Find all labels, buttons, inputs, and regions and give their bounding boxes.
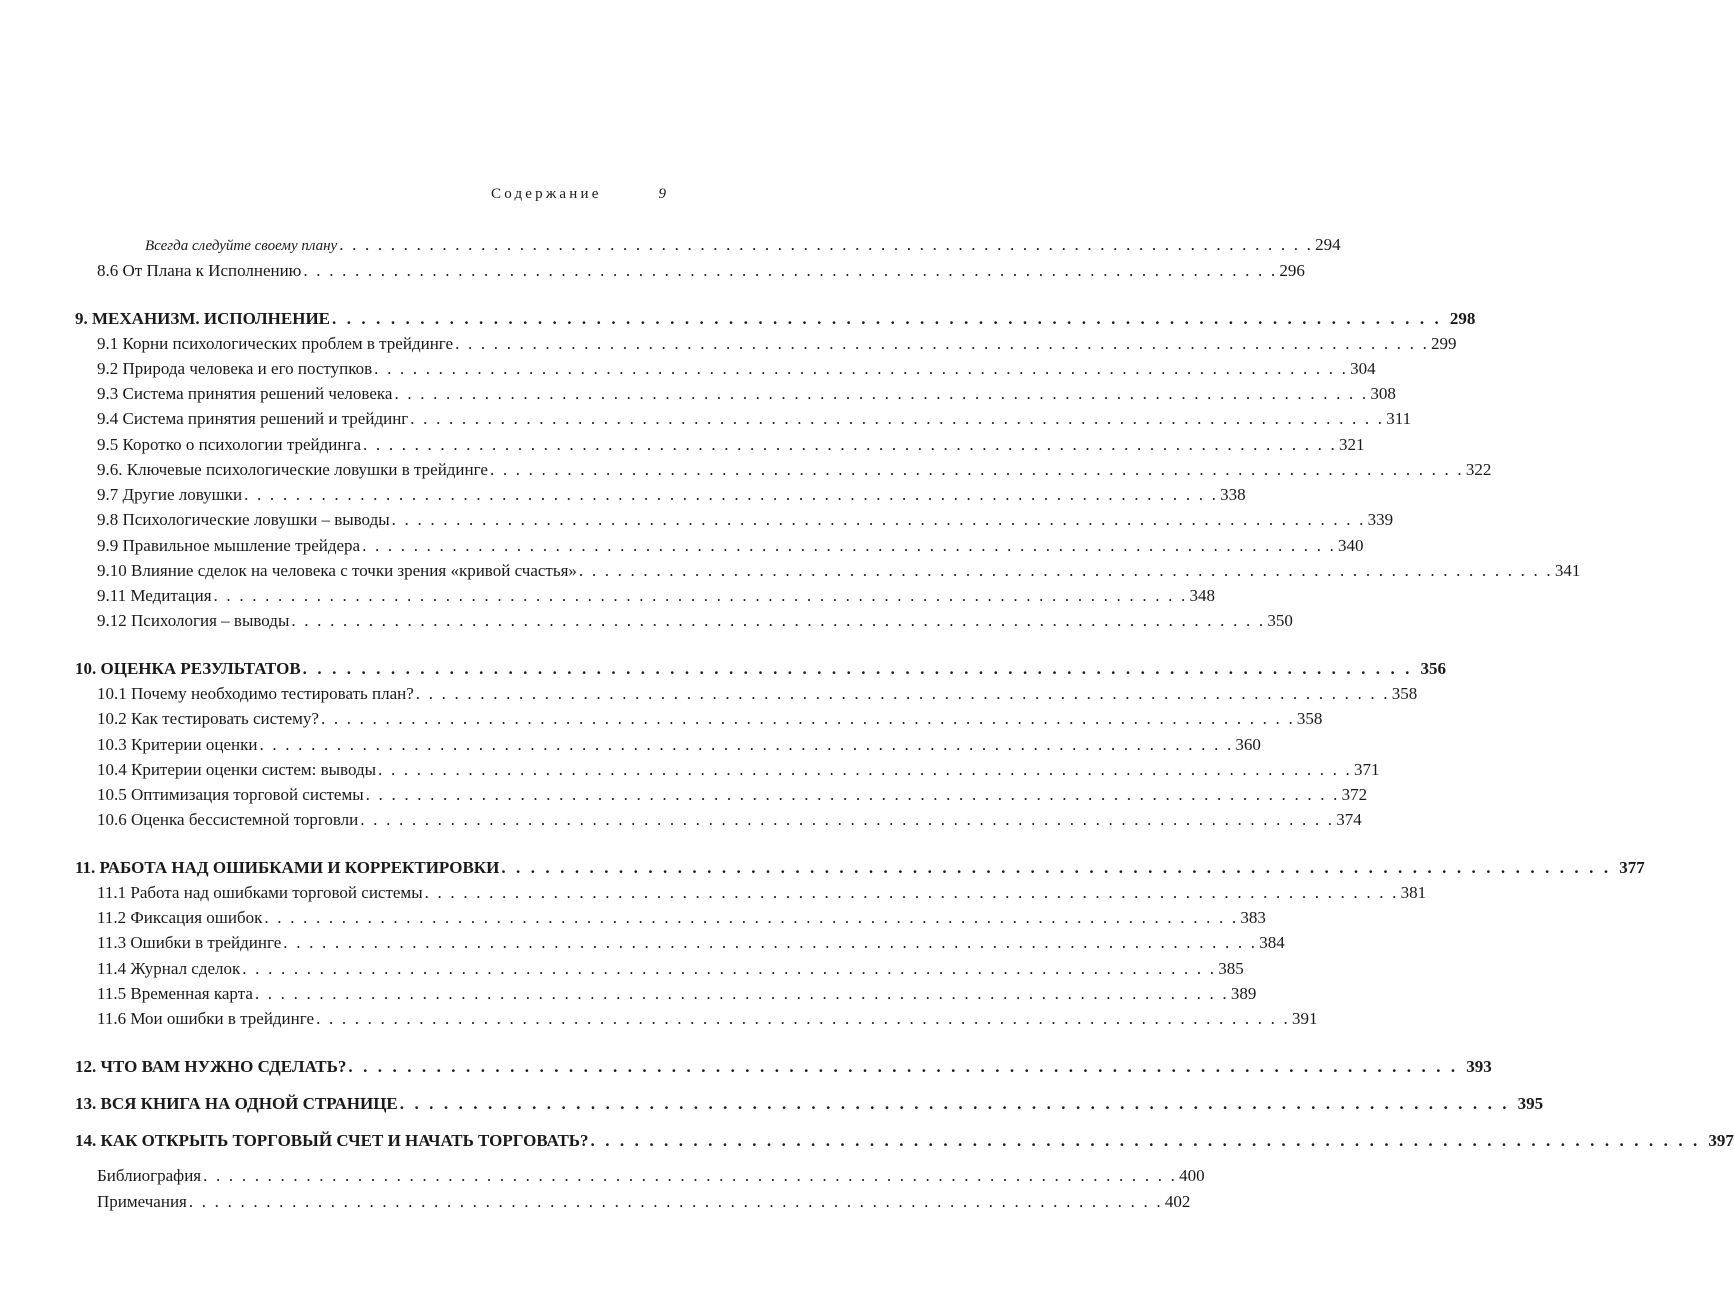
running-header-page-number: 9 [658, 186, 666, 202]
toc-chapter-title: 10. ОЦЕНКА РЕЗУЛЬТАТОВ [75, 659, 301, 678]
dot-leader: . . . . . . . . . . . . . . . . . . . . . . . . . . . . . . . . . . . . . . . . . . . . . . . . . . . . . . . . . . . . . . . . . . . . . . . . . . . . [188, 1192, 1163, 1211]
toc-entry-title: 9.3 Система принятия решений человека [97, 384, 393, 403]
toc-chapter-page: 356 [1420, 659, 1447, 678]
dot-leader: . . . . . . . . . . . . . . . . . . . . . . . . . . . . . . . . . . . . . . . . . . . . . . . . . . . . . . . . . . . . . . . . . . . . . . . . . . . . [590, 1131, 1701, 1150]
toc-entry[interactable] [97, 407, 1412, 431]
dot-leader: . . . . . . . . . . . . . . . . . . . . . . . . . . . . . . . . . . . . . . . . . . . . . . . . . . . . . . . . . . . . . . . . . . . . . . . . . . . . [203, 1166, 1178, 1185]
toc-entry[interactable] [97, 584, 1215, 608]
toc-entry-title: 11.4 Журнал сделок [97, 959, 241, 978]
dot-leader: . . . . . . . . . . . . . . . . . . . . . . . . . . . . . . . . . . . . . . . . . . . . . . . . . . . . . . . . . . . . . . . . . . . . . . . . . . . . [291, 611, 1266, 630]
toc-chapter-page: 397 [1708, 1131, 1734, 1150]
toc-entry[interactable] [97, 783, 1368, 807]
toc-chapter-title: 14. КАК ОТКРЫТЬ ТОРГОВЫЙ СЧЕТ И НАЧАТЬ ТОРГОВАТЬ? [75, 1131, 589, 1150]
toc-entry-title: 10.5 Оптимизация торговой системы [97, 785, 364, 804]
dot-leader: . . . . . . . . . . . . . . . . . . . . . . . . . . . . . . . . . . . . . . . . . . . . . . . . . . . . . . . . . . . . . . . . . . . . . . . . . . . . [391, 510, 1366, 529]
toc-entry[interactable] [145, 233, 1341, 257]
toc-entry-page: 322 [1465, 460, 1492, 479]
toc-entry-page: 304 [1350, 359, 1376, 378]
toc-chapter-title: 9. МЕХАНИЗМ. ИСПОЛНЕНИЕ [75, 309, 331, 328]
toc-entry[interactable] [97, 534, 1364, 558]
toc-entry-page: 340 [1338, 536, 1364, 555]
dot-leader: . . . . . . . . . . . . . . . . . . . . . . . . . . . . . . . . . . . . . . . . . . . . . . . . . . . . . . . . . . . . . . . . . . . . . . . . . . . . [501, 858, 1612, 877]
toc-chapter[interactable] [75, 1092, 1544, 1116]
toc-chapter[interactable] [75, 856, 1645, 880]
toc-entry-title: 9.6. Ключевые психологические ловушки в трейдинге [97, 460, 488, 479]
toc-entry[interactable] [97, 332, 1457, 356]
dot-leader: . . . . . . . . . . . . . . . . . . . . . . . . . . . . . . . . . . . . . . . . . . . . . . . . . . . . . . . . . . . . . . . . . . . . . . . . . . . . [378, 760, 1352, 779]
dot-leader: . . . . . . . . . . . . . . . . . . . . . . . . . . . . . . . . . . . . . . . . . . . . . . . . . . . . . . . . . . . . . . . . . . . . . . . . . . . . [254, 984, 1229, 1003]
toc-entry-title: 9.4 Система принятия решений и трейдинг [97, 409, 409, 428]
dot-leader: . . . . . . . . . . . . . . . . . . . . . . . . . . . . . . . . . . . . . . . . . . . . . . . . . . . . . . . . . . . . . . . . . . . . . . . . . . . . [399, 1094, 1510, 1113]
running-header-title: Содержание [491, 186, 602, 202]
toc-entry-title: 9.10 Влияние сделок на человека с точки зрения «кривой счастья» [97, 561, 577, 580]
toc-entry-page: 389 [1230, 984, 1257, 1003]
toc-entry-page: 402 [1164, 1192, 1191, 1211]
toc-entry[interactable] [97, 357, 1376, 381]
toc-entry[interactable] [97, 259, 1305, 283]
dot-leader: . . . . . . . . . . . . . . . . . . . . . . . . . . . . . . . . . . . . . . . . . . . . . . . . . . . . . . . . . . . . . . . . . . . . . . . . . . . . [316, 1009, 1291, 1028]
toc-entry-page: 341 [1554, 561, 1581, 580]
toc-entry-title: 9.2 Природа человека и его поступков [97, 359, 373, 378]
toc-entry[interactable] [97, 906, 1266, 930]
toc-entry[interactable] [97, 733, 1261, 757]
toc-entry-page: 385 [1218, 959, 1244, 978]
toc-entry[interactable] [97, 483, 1246, 507]
dot-leader: . . . . . . . . . . . . . . . . . . . . . . . . . . . . . . . . . . . . . . . . . . . . . . . . . . . . . . . . . . . . . . . . . . . . . . . . . . . . [332, 309, 1442, 328]
dot-leader: . . . . . . . . . . . . . . . . . . . . . . . . . . . . . . . . . . . . . . . . . . . . . . . . . . . . . . . . . . . . . . . . . . . . . . . . . . . . [374, 359, 1349, 378]
toc-entry-page: 321 [1338, 435, 1365, 454]
toc-entry-page: 360 [1235, 735, 1261, 754]
toc-chapter-page: 395 [1517, 1094, 1544, 1113]
toc-chapter-title: 11. РАБОТА НАД ОШИБКАМИ И КОРРЕКТИРОВКИ [75, 858, 500, 877]
toc-entry[interactable] [97, 609, 1293, 633]
dot-leader: . . . . . . . . . . . . . . . . . . . . . . . . . . . . . . . . . . . . . . . . . . . . . . . . . . . . . . . . . . . . . . . . . . . . . . . . . . . . [242, 959, 1217, 978]
toc-entry-page: 391 [1292, 1009, 1318, 1028]
dot-leader: . . . . . . . . . . . . . . . . . . . . . . . . . . . . . . . . . . . . . . . . . . . . . . . . . . . . . . . . . . . . . . . . . . . . . . . . . . . . [244, 485, 1219, 504]
toc-entry-page: 296 [1279, 261, 1305, 280]
toc-entry-title: 11.1 Работа над ошибками торговой системы [97, 883, 423, 902]
dot-leader: . . . . . . . . . . . . . . . . . . . . . . . . . . . . . . . . . . . . . . . . . . . . . . . . . . . . . . . . . . . . . . . . . . . . . . . . . . . . [302, 659, 1413, 678]
toc-entry[interactable] [97, 433, 1365, 457]
toc-entry-title: 8.6 От Плана к Исполнению [97, 261, 302, 280]
dot-leader: . . . . . . . . . . . . . . . . . . . . . . . . . . . . . . . . . . . . . . . . . . . . . . . . . . . . . . . . . . . . . . . . . . . . . . . . . . . . [360, 810, 1335, 829]
toc-entry-page: 339 [1367, 510, 1394, 529]
toc-entry-title: 9.8 Психологические ловушки – выводы [97, 510, 390, 529]
toc-entry-title: 9.7 Другие ловушки [97, 485, 243, 504]
dot-leader: . . . . . . . . . . . . . . . . . . . . . . . . . . . . . . . . . . . . . . . . . . . . . . . . . . . . . . . . . . . . . . . . . . . . . . . . . . . . [348, 1057, 1459, 1076]
toc-entry-page: 383 [1240, 908, 1266, 927]
toc-entry-page: 338 [1220, 485, 1246, 504]
toc-chapter[interactable] [75, 307, 1476, 331]
toc-entry[interactable] [97, 1007, 1318, 1031]
toc-entry[interactable] [97, 1164, 1205, 1188]
toc-entry[interactable] [97, 559, 1581, 583]
dot-leader: . . . . . . . . . . . . . . . . . . . . . . . . . . . . . . . . . . . . . . . . . . . . . . . . . . . . . . . . . . . . . . . . . . . . . . . . . . . . [303, 261, 1278, 280]
toc-entry[interactable] [97, 881, 1427, 905]
dot-leader: . . . . . . . . . . . . . . . . . . . . . . . . . . . . . . . . . . . . . . . . . . . . . . . . . . . . . . . . . . . . . . . . . . . . . . . . . . . . [213, 586, 1188, 605]
toc-entry-title: 10.1 Почему необходимо тестировать план? [97, 684, 414, 703]
toc-chapter-page: 298 [1449, 309, 1476, 328]
toc-entry[interactable] [97, 707, 1323, 731]
toc-entry-page: 400 [1179, 1166, 1205, 1185]
toc-chapter-title: 13. ВСЯ КНИГА НА ОДНОЙ СТРАНИЦЕ [75, 1094, 398, 1113]
toc-entry-title: Библиография [97, 1166, 202, 1185]
toc-entry-page: 299 [1431, 334, 1457, 353]
toc-entry[interactable] [97, 758, 1380, 782]
toc-entry-title: 11.3 Ошибки в трейдинге [97, 933, 282, 952]
toc-entry-page: 384 [1259, 933, 1285, 952]
toc-entry-page: 381 [1400, 883, 1427, 902]
toc-entry-title: 11.6 Мои ошибки в трейдинге [97, 1009, 315, 1028]
toc-entry[interactable] [97, 508, 1394, 532]
dot-leader: . . . . . . . . . . . . . . . . . . . . . . . . . . . . . . . . . . . . . . . . . . . . . . . . . . . . . . . . . . . . . . . . . . . . . . . . . . . . [489, 460, 1464, 479]
dot-leader: . . . . . . . . . . . . . . . . . . . . . . . . . . . . . . . . . . . . . . . . . . . . . . . . . . . . . . . . . . . . . . . . . . . . . . . . . . . . [365, 785, 1340, 804]
toc-entry-page: 374 [1336, 810, 1362, 829]
dot-leader: . . . . . . . . . . . . . . . . . . . . . . . . . . . . . . . . . . . . . . . . . . . . . . . . . . . . . . . . . . . . . . . . . . . . . . . . . . . . [339, 235, 1314, 254]
toc-entry-title: 10.4 Критерии оценки систем: выводы [97, 760, 377, 779]
toc-chapter[interactable] [75, 1055, 1492, 1079]
toc-entry-title: 10.3 Критерии оценки [97, 735, 258, 754]
toc-entry-page: 358 [1391, 684, 1418, 703]
toc-entry-page: 372 [1341, 785, 1368, 804]
toc-chapter[interactable] [75, 1129, 1734, 1153]
dot-leader: . . . . . . . . . . . . . . . . . . . . . . . . . . . . . . . . . . . . . . . . . . . . . . . . . . . . . . . . . . . . . . . . . . . . . . . . . . . . [362, 536, 1337, 555]
toc-chapter-title: 12. ЧТО ВАМ НУЖНО СДЕЛАТЬ? [75, 1057, 347, 1076]
toc-entry-page: 294 [1315, 235, 1341, 254]
toc-entry-title: 9.5 Коротко о психологии трейдинга [97, 435, 362, 454]
toc-entry-title: 10.6 Оценка бессистемной торговли [97, 810, 359, 829]
toc-entry[interactable] [97, 382, 1396, 406]
dot-leader: . . . . . . . . . . . . . . . . . . . . . . . . . . . . . . . . . . . . . . . . . . . . . . . . . . . . . . . . . . . . . . . . . . . . . . . . . . . . [415, 684, 1390, 703]
toc-entry-title: 11.5 Временная карта [97, 984, 253, 1003]
toc-entry-title: 9.12 Психология – выводы [97, 611, 290, 630]
toc-entry[interactable] [97, 1190, 1191, 1214]
toc-entry-title: 9.11 Медитация [97, 586, 212, 605]
dot-leader: . . . . . . . . . . . . . . . . . . . . . . . . . . . . . . . . . . . . . . . . . . . . . . . . . . . . . . . . . . . . . . . . . . . . . . . . . . . . [394, 384, 1369, 403]
toc-entry[interactable] [97, 982, 1257, 1006]
toc-entry-page: 348 [1189, 586, 1215, 605]
toc-entry[interactable] [97, 458, 1492, 482]
dot-leader: . . . . . . . . . . . . . . . . . . . . . . . . . . . . . . . . . . . . . . . . . . . . . . . . . . . . . . . . . . . . . . . . . . . . . . . . . . . . [578, 561, 1553, 580]
toc-entry-title: Всегда следуйте своему плану [145, 238, 338, 254]
dot-leader: . . . . . . . . . . . . . . . . . . . . . . . . . . . . . . . . . . . . . . . . . . . . . . . . . . . . . . . . . . . . . . . . . . . . . . . . . . . . [283, 933, 1258, 952]
dot-leader: . . . . . . . . . . . . . . . . . . . . . . . . . . . . . . . . . . . . . . . . . . . . . . . . . . . . . . . . . . . . . . . . . . . . . . . . . . . . [410, 409, 1385, 428]
toc-entry-page: 308 [1370, 384, 1396, 403]
toc-entry-title: 10.2 Как тестировать систему? [97, 709, 319, 728]
toc-entry-title: 9.1 Корни психологических проблем в трейдинге [97, 334, 454, 353]
toc-entry[interactable] [97, 682, 1418, 706]
dot-leader: . . . . . . . . . . . . . . . . . . . . . . . . . . . . . . . . . . . . . . . . . . . . . . . . . . . . . . . . . . . . . . . . . . . . . . . . . . . . [264, 908, 1239, 927]
toc-entry[interactable] [97, 808, 1362, 832]
dot-leader: . . . . . . . . . . . . . . . . . . . . . . . . . . . . . . . . . . . . . . . . . . . . . . . . . . . . . . . . . . . . . . . . . . . . . . . . . . . . [455, 334, 1430, 353]
dot-leader: . . . . . . . . . . . . . . . . . . . . . . . . . . . . . . . . . . . . . . . . . . . . . . . . . . . . . . . . . . . . . . . . . . . . . . . . . . . . [363, 435, 1337, 454]
toc-entry-page: 358 [1296, 709, 1323, 728]
toc-entry[interactable] [97, 931, 1285, 955]
toc-entry-title: 9.9 Правильное мышление трейдера [97, 536, 361, 555]
toc-entry-title: Примечания [97, 1192, 187, 1211]
toc-chapter[interactable] [75, 657, 1447, 681]
toc-chapter-page: 393 [1466, 1057, 1492, 1076]
toc-entry[interactable] [97, 957, 1244, 981]
dot-leader: . . . . . . . . . . . . . . . . . . . . . . . . . . . . . . . . . . . . . . . . . . . . . . . . . . . . . . . . . . . . . . . . . . . . . . . . . . . . [424, 883, 1399, 902]
dot-leader: . . . . . . . . . . . . . . . . . . . . . . . . . . . . . . . . . . . . . . . . . . . . . . . . . . . . . . . . . . . . . . . . . . . . . . . . . . . . [320, 709, 1295, 728]
toc-chapter-page: 377 [1619, 858, 1645, 877]
toc-entry-title: 11.2 Фиксация ошибок [97, 908, 263, 927]
dot-leader: . . . . . . . . . . . . . . . . . . . . . . . . . . . . . . . . . . . . . . . . . . . . . . . . . . . . . . . . . . . . . . . . . . . . . . . . . . . . [259, 735, 1234, 754]
toc-entry-page: 350 [1267, 611, 1293, 630]
toc-entry-page: 311 [1386, 409, 1412, 428]
toc-entry-page: 371 [1354, 760, 1380, 779]
